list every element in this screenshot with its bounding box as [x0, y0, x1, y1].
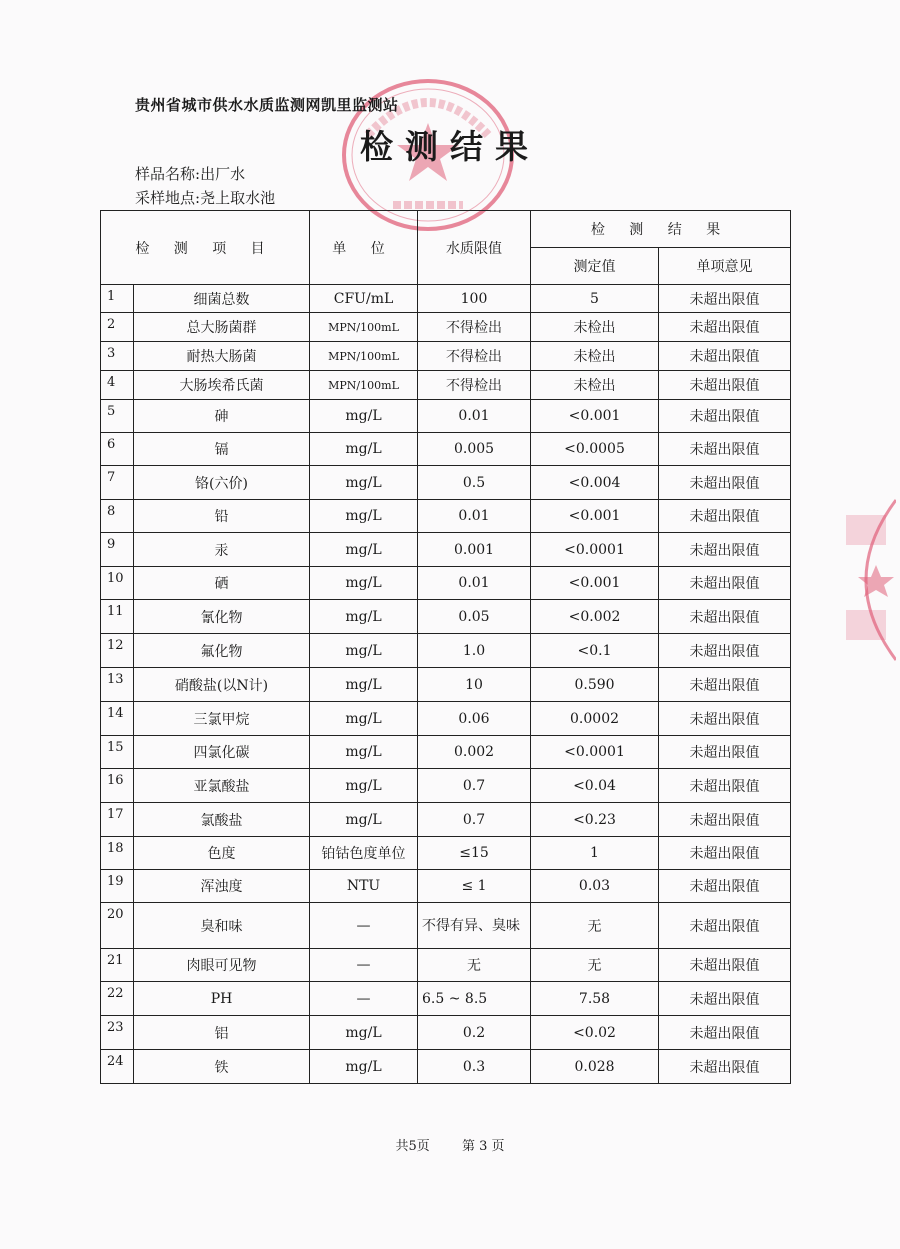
row-opinion: 未超出限值 [659, 769, 791, 803]
row-number: 3 [101, 342, 134, 371]
row-limit: 10 [418, 668, 531, 702]
row-opinion: 未超出限值 [659, 342, 791, 371]
row-limit: ≤ 1 [418, 870, 531, 903]
row-number: 16 [101, 769, 134, 803]
row-value: 0.590 [531, 668, 659, 702]
row-value: <0.001 [531, 500, 659, 533]
header-measured: 测定值 [531, 248, 659, 285]
row-number: 7 [101, 466, 134, 500]
row-unit: mg/L [310, 567, 418, 600]
table-row [101, 466, 791, 500]
page-footer [0, 1135, 900, 1154]
row-item: 汞 [134, 533, 310, 567]
row-number: 22 [101, 982, 134, 1016]
row-limit: 无 [418, 949, 531, 982]
row-item: 镉 [134, 433, 310, 466]
row-limit: 0.01 [418, 400, 531, 433]
row-unit: mg/L [310, 600, 418, 634]
row-unit: 铂钴色度单位 [310, 837, 418, 870]
row-value: 未检出 [531, 371, 659, 400]
table-row [101, 769, 791, 803]
row-unit: mg/L [310, 1050, 418, 1084]
results-table [100, 210, 791, 1084]
row-item: 三氯甲烷 [134, 702, 310, 736]
table-row [101, 285, 791, 313]
row-value: <0.02 [531, 1016, 659, 1050]
row-item: 硒 [134, 567, 310, 600]
row-opinion: 未超出限值 [659, 1050, 791, 1084]
row-limit: 0.01 [418, 567, 531, 600]
row-opinion: 未超出限值 [659, 949, 791, 982]
row-limit: 100 [418, 285, 531, 313]
row-number: 11 [101, 600, 134, 634]
table-row [101, 803, 791, 837]
table-row [101, 313, 791, 342]
row-item: 大肠埃希氏菌 [134, 371, 310, 400]
organization-name: 贵州省城市供水水质监测网凯里监测站 [135, 96, 399, 114]
table-row [101, 371, 791, 400]
row-item: 氰化物 [134, 600, 310, 634]
row-unit: — [310, 982, 418, 1016]
table-row [101, 600, 791, 634]
table-row [101, 736, 791, 769]
row-opinion: 未超出限值 [659, 668, 791, 702]
row-unit: mg/L [310, 1016, 418, 1050]
row-opinion: 未超出限值 [659, 736, 791, 769]
row-number: 19 [101, 870, 134, 903]
row-item: 浑浊度 [134, 870, 310, 903]
row-value: 1 [531, 837, 659, 870]
header-limit: 水质限值 [418, 211, 531, 285]
row-number: 17 [101, 803, 134, 837]
row-item: 亚氯酸盐 [134, 769, 310, 803]
row-opinion: 未超出限值 [659, 903, 791, 949]
location-label: 采样地点: [135, 189, 201, 207]
row-opinion: 未超出限值 [659, 870, 791, 903]
row-opinion: 未超出限值 [659, 803, 791, 837]
row-number: 10 [101, 567, 134, 600]
row-number: 1 [101, 285, 134, 313]
row-limit: 不得检出 [418, 313, 531, 342]
row-number: 24 [101, 1050, 134, 1084]
row-item: 铁 [134, 1050, 310, 1084]
row-unit: mg/L [310, 736, 418, 769]
row-limit: 0.06 [418, 702, 531, 736]
row-number: 20 [101, 903, 134, 949]
row-limit: 不得检出 [418, 342, 531, 371]
location-line [135, 187, 275, 208]
table-row [101, 1016, 791, 1050]
row-limit: 0.3 [418, 1050, 531, 1084]
row-opinion: 未超出限值 [659, 702, 791, 736]
row-value: <0.002 [531, 600, 659, 634]
row-unit: CFU/mL [310, 285, 418, 313]
row-limit: 0.7 [418, 769, 531, 803]
row-opinion: 未超出限值 [659, 600, 791, 634]
row-value: <0.0001 [531, 533, 659, 567]
table-row [101, 949, 791, 982]
row-value: 无 [531, 949, 659, 982]
row-number: 18 [101, 837, 134, 870]
table-row [101, 702, 791, 736]
partial-seal-icon [836, 495, 896, 665]
row-item: 四氯化碳 [134, 736, 310, 769]
row-value: 未检出 [531, 313, 659, 342]
row-opinion: 未超出限值 [659, 433, 791, 466]
table-row [101, 634, 791, 668]
row-item: 色度 [134, 837, 310, 870]
header-project: 检 测 项 目 [101, 211, 310, 285]
row-limit: 0.5 [418, 466, 531, 500]
header-unit: 单 位 [310, 211, 418, 285]
row-number: 21 [101, 949, 134, 982]
row-number: 12 [101, 634, 134, 668]
row-number: 6 [101, 433, 134, 466]
table-row [101, 1050, 791, 1084]
row-number: 4 [101, 371, 134, 400]
row-item: 细菌总数 [134, 285, 310, 313]
row-limit: 6.5 ~ 8.5 [418, 982, 531, 1016]
row-opinion: 未超出限值 [659, 500, 791, 533]
row-unit: mg/L [310, 400, 418, 433]
row-unit: mg/L [310, 803, 418, 837]
row-limit: 0.005 [418, 433, 531, 466]
row-item: 氯酸盐 [134, 803, 310, 837]
current-page: 第 3 页 [461, 1139, 505, 1154]
row-opinion: 未超出限值 [659, 400, 791, 433]
table-row [101, 400, 791, 433]
table-row [101, 567, 791, 600]
row-unit: mg/L [310, 533, 418, 567]
row-opinion: 未超出限值 [659, 313, 791, 342]
row-opinion: 未超出限值 [659, 837, 791, 870]
table-row [101, 533, 791, 567]
row-value: <0.04 [531, 769, 659, 803]
row-value: 0.028 [531, 1050, 659, 1084]
row-value: <0.0001 [531, 736, 659, 769]
header-results: 检 测 结 果 [531, 211, 791, 248]
row-value: 0.03 [531, 870, 659, 903]
table-row [101, 668, 791, 702]
table-row [101, 870, 791, 903]
row-opinion: 未超出限值 [659, 567, 791, 600]
row-unit: — [310, 903, 418, 949]
row-unit: — [310, 949, 418, 982]
row-limit: 不得检出 [418, 371, 531, 400]
row-unit: mg/L [310, 668, 418, 702]
row-item: 铬(六价) [134, 466, 310, 500]
row-item: 氟化物 [134, 634, 310, 668]
row-unit: NTU [310, 870, 418, 903]
table-row [101, 837, 791, 870]
row-number: 5 [101, 400, 134, 433]
row-limit: 0.7 [418, 803, 531, 837]
row-opinion: 未超出限值 [659, 371, 791, 400]
row-opinion: 未超出限值 [659, 466, 791, 500]
row-number: 23 [101, 1016, 134, 1050]
row-limit: 0.01 [418, 500, 531, 533]
row-number: 13 [101, 668, 134, 702]
table-row [101, 903, 791, 949]
row-opinion: 未超出限值 [659, 982, 791, 1016]
row-unit: mg/L [310, 466, 418, 500]
row-value: <0.23 [531, 803, 659, 837]
row-opinion: 未超出限值 [659, 285, 791, 313]
table-row [101, 500, 791, 533]
row-limit: 1.0 [418, 634, 531, 668]
row-unit: MPN/100mL [310, 371, 418, 400]
row-opinion: 未超出限值 [659, 634, 791, 668]
row-item: 总大肠菌群 [134, 313, 310, 342]
total-pages: 共5页 [395, 1139, 430, 1154]
sample-name-line [135, 163, 245, 184]
row-value: <0.001 [531, 567, 659, 600]
row-limit: 不得有异、臭味 [418, 903, 531, 949]
row-item: 臭和味 [134, 903, 310, 949]
table-row [101, 342, 791, 371]
row-limit: 0.05 [418, 600, 531, 634]
row-unit: mg/L [310, 500, 418, 533]
row-unit: mg/L [310, 702, 418, 736]
table-row [101, 982, 791, 1016]
row-value: 7.58 [531, 982, 659, 1016]
row-number: 9 [101, 533, 134, 567]
row-value: 5 [531, 285, 659, 313]
page-title: 检测结果 [360, 127, 540, 166]
row-value: 未检出 [531, 342, 659, 371]
row-unit: mg/L [310, 433, 418, 466]
row-item: 铅 [134, 500, 310, 533]
row-unit: MPN/100mL [310, 342, 418, 371]
row-number: 2 [101, 313, 134, 342]
row-limit: ≤15 [418, 837, 531, 870]
row-value: 无 [531, 903, 659, 949]
row-limit: 0.2 [418, 1016, 531, 1050]
row-unit: mg/L [310, 634, 418, 668]
row-value: <0.1 [531, 634, 659, 668]
row-opinion: 未超出限值 [659, 533, 791, 567]
row-value: <0.0005 [531, 433, 659, 466]
row-number: 8 [101, 500, 134, 533]
row-limit: 0.002 [418, 736, 531, 769]
row-number: 15 [101, 736, 134, 769]
sample-name-label: 样品名称: [135, 165, 201, 183]
row-opinion: 未超出限值 [659, 1016, 791, 1050]
sample-name-value: 出厂水 [200, 165, 246, 183]
row-limit: 0.001 [418, 533, 531, 567]
row-item: 砷 [134, 400, 310, 433]
row-number: 14 [101, 702, 134, 736]
row-unit: MPN/100mL [310, 313, 418, 342]
row-item: 耐热大肠菌 [134, 342, 310, 371]
location-value: 尧上取水池 [200, 189, 276, 207]
row-item: 硝酸盐(以N计) [134, 668, 310, 702]
table-row [101, 433, 791, 466]
row-value: 0.0002 [531, 702, 659, 736]
row-item: 肉眼可见物 [134, 949, 310, 982]
header-opinion: 单项意见 [659, 248, 791, 285]
row-item: 铝 [134, 1016, 310, 1050]
row-value: <0.004 [531, 466, 659, 500]
row-item: PH [134, 982, 310, 1016]
row-unit: mg/L [310, 769, 418, 803]
row-value: <0.001 [531, 400, 659, 433]
